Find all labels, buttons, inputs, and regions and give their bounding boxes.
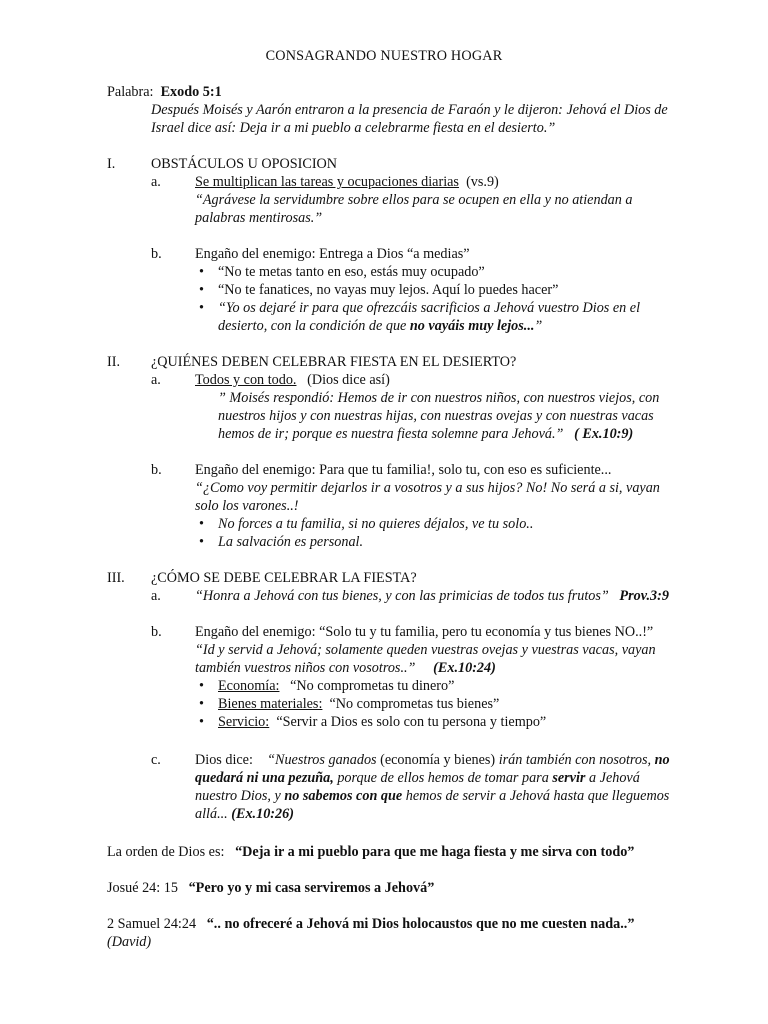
bullet-icon: •: [199, 534, 204, 550]
section-1a-title: Se multiplican las tareas y ocupaciones diarias (vs.9): [195, 174, 499, 190]
section-3c-letter: c.: [151, 752, 161, 768]
section-3c-line-2: quedará ni una pezuña, porque de ellos hemos de tomar para servir a Jehová: [195, 770, 640, 786]
section-1b-text: Engaño del enemigo: Entrega a Dios “a medias”: [195, 246, 470, 262]
section-2a-quote-line-3: hemos de ir; porque es nuestra fiesta solemne para Jehová.” ( Ex.10:9): [218, 426, 634, 442]
palabra-label: Palabra:: [107, 84, 154, 100]
section-3b-letter: b.: [151, 624, 162, 640]
palabra-quote-line-1: Después Moisés y Aarón entraron a la presencia de Faraón y le dijeron: Jehová el Dios de: [151, 102, 668, 118]
section-3c-line-3: nuestro Dios, y no sabemos con que hemos de servir a Jehová hasta que lleguemos: [195, 788, 670, 804]
section-2a-title: Todos y con todo. (Dios dice así): [195, 372, 390, 388]
section-2a-letter: a.: [151, 372, 161, 388]
section-1a-letter: a.: [151, 174, 161, 190]
section-2b-bullet-1: No forces a tu familia, si no quieres déjalos, ve tu solo..: [218, 516, 534, 532]
section-1-heading: OBSTÁCULOS U OPOSICION: [151, 156, 338, 172]
section-2-number: II.: [107, 354, 120, 370]
section-3c-line-1: Dios dice: “Nuestros ganados (economía y bienes) irán también con nosotros, no: [195, 752, 670, 768]
section-1a-quote-line-2: palabras mentirosas.”: [195, 210, 323, 226]
section-3a-letter: a.: [151, 588, 161, 604]
bullet-icon: •: [199, 678, 204, 694]
section-2a-quote-line-1: ” Moisés respondió: Hemos de ir con nuestros niños, con nuestros viejos, con: [218, 390, 660, 406]
section-1b-bullet-2: “No te fanatices, no vayas muy lejos. Aquí lo puedes hacer”: [218, 282, 559, 298]
bullet-icon: •: [199, 696, 204, 712]
section-3b-item-bienes: Bienes materiales: “No comprometas tus bienes”: [218, 696, 500, 712]
section-3-heading: ¿CÓMO SE DEBE CELEBRAR LA FIESTA?: [151, 570, 417, 586]
bullet-icon: •: [199, 516, 204, 532]
section-3b-quote-line-2: también vuestros niños con vosotros..” (Ex.10:24): [195, 660, 496, 676]
bullet-icon: •: [199, 264, 204, 280]
section-3b-item-servicio: Servicio: “Servir a Dios es solo con tu persona y tiempo”: [218, 714, 547, 730]
section-2b-quote-line-1: “¿Como voy permitir dejarlos ir a vosotros y a sus hijos? No! No será a si, vayan: [195, 480, 660, 496]
josue-line: Josué 24: 15 “Pero yo y mi casa serviremos a Jehová”: [107, 880, 435, 896]
section-1b-bullet-1: “No te metas tanto en eso, estás muy ocupado”: [218, 264, 485, 280]
section-2b-bullet-2: La salvación es personal.: [218, 534, 364, 550]
document-title: CONSAGRANDO NUESTRO HOGAR: [265, 48, 503, 64]
section-3b-item-economia: Economía: “No comprometas tu dinero”: [218, 678, 455, 694]
section-3a-quote: “Honra a Jehová con tus bienes, y con las primicias de todos tus frutos” Prov.3:9: [195, 588, 669, 604]
section-1b-bullet-3-line-1: “Yo os dejaré ir para que ofrezcáis sacrificios a Jehová vuestro Dios en el: [218, 300, 641, 316]
bullet-icon: •: [199, 714, 204, 730]
bullet-icon: •: [199, 300, 204, 316]
section-2a-quote-line-2: nuestros hijos y con nuestras hijas, con nuestras ovejas y con nuestras vacas: [218, 408, 654, 424]
section-1b-letter: b.: [151, 246, 162, 262]
section-1a-quote-line-1: “Agrávese la servidumbre sobre ellos para se ocupen en ella y no atiendan a: [195, 192, 633, 208]
bullet-icon: •: [199, 282, 204, 298]
palabra-quote-line-2: Israel dice así: Deja ir a mi pueblo a celebrarme fiesta en el desierto.”: [151, 120, 556, 136]
section-2b-quote-line-2: solo los varones..!: [195, 498, 299, 514]
section-3c-line-4: allá... (Ex.10:26): [195, 806, 294, 822]
palabra-ref: Exodo 5:1: [160, 84, 222, 100]
samuel-line: 2 Samuel 24:24 “.. no ofreceré a Jehová mi Dios holocaustos que no me cuesten nada..”: [107, 916, 635, 932]
orden-de-dios-line: La orden de Dios es: “Deja ir a mi pueblo para que me haga fiesta y me sirva con todo”: [107, 844, 635, 860]
section-3b-quote-line-1: “Id y servid a Jehová; solamente queden vuestras ovejas y vuestras vacas, vayan: [195, 642, 656, 658]
section-1b-bullet-3-line-2: desierto, con la condición de que no vayáis muy lejos...”: [218, 318, 543, 334]
section-2b-text: Engaño del enemigo: Para que tu familia!, solo tu, con eso es suficiente...: [195, 462, 612, 478]
section-1-number: I.: [107, 156, 116, 172]
section-3-number: III.: [107, 570, 125, 586]
samuel-author: (David): [107, 934, 152, 950]
section-2b-letter: b.: [151, 462, 162, 478]
palabra-line: [107, 83, 222, 101]
section-2-heading: ¿QUIÉNES DEBEN CELEBRAR FIESTA EN EL DESIERTO?: [151, 354, 517, 370]
section-3b-text: Engaño del enemigo: “Solo tu y tu familia, pero tu economía y tus bienes NO..!”: [195, 624, 654, 640]
